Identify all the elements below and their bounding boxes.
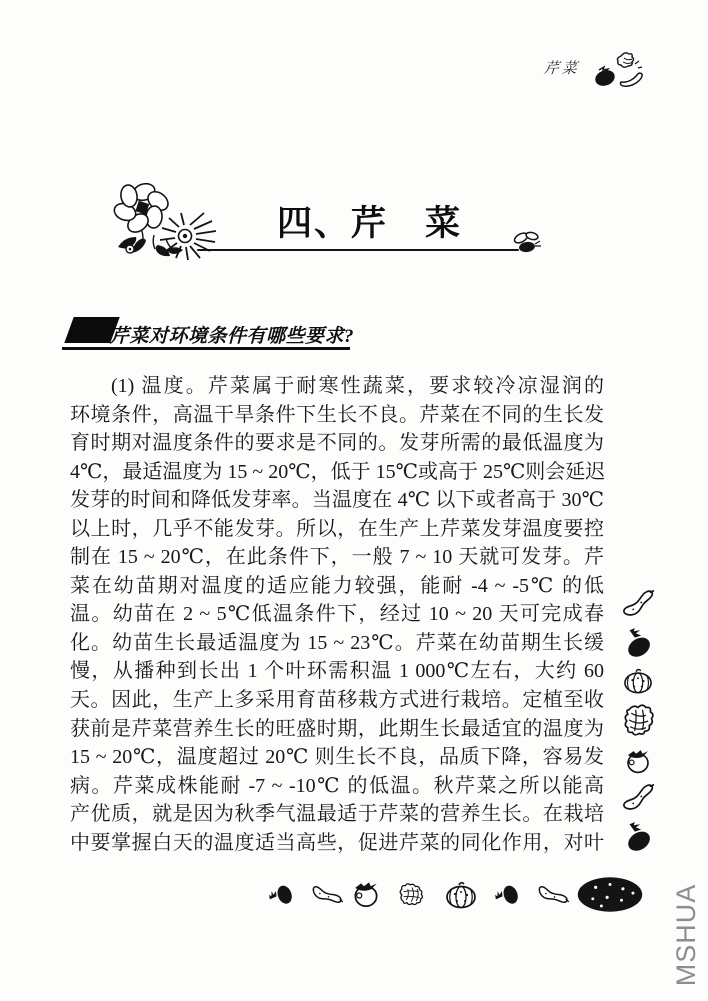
- right-margin-icon-column: [615, 587, 661, 856]
- pumpkin-icon: [440, 880, 482, 910]
- text-line: 温。幼苗在 2 ~ 5℃低温条件下，经过 10 ~ 20 天可完成春: [70, 603, 604, 626]
- text-line: 环境条件，高温干旱条件下生长不良。芹菜在不同的生长发: [70, 403, 604, 426]
- cucumber-icon: [620, 585, 656, 623]
- text-line: 产优质，就是因为秋季气温最适于芹菜的营养生长。在栽培: [70, 803, 604, 826]
- eggplant-icon: [265, 872, 300, 916]
- watermelon-icon: [574, 873, 646, 916]
- bottom-icon-row: [260, 873, 646, 916]
- pumpkin-icon: [618, 667, 658, 695]
- cabbage-icon: [620, 700, 656, 742]
- text-line: 中要掌握白天的温度适当高些，促进芹菜的同化作用，对叶: [70, 831, 604, 854]
- text-line: 慢，从播种到长出 1 个叶环需积温 1 000℃左右，大约 60: [70, 660, 604, 683]
- text-line: 化。幼苗生长最适温度为 15 ~ 23℃。芹菜在幼苗期生长缓: [70, 631, 604, 654]
- section-heading: 芹菜对环境条件有哪些要求?: [110, 326, 355, 347]
- text-line: 病。芹菜成株能耐 -7 ~ -10℃ 的低温。秋芹菜之所以能高: [70, 774, 604, 797]
- body-paragraph: [70, 372, 604, 857]
- text-line: (1) 温度。芹菜属于耐寒性蔬菜，要求较冷凉湿润的: [111, 375, 604, 397]
- text-line: 天。因此，生产上多采用育苗移栽方式进行栽培。定植至收: [70, 689, 604, 712]
- text-line: 4℃，最适温度为 15 ~ 20℃，低于 15℃或高于 25℃则会延迟: [70, 460, 606, 483]
- eggplant-icon: [621, 820, 655, 856]
- text-line: 以上时，几乎不能发芽。所以，在生产上芹菜发芽温度要控: [70, 517, 604, 540]
- text-line: 育时期对温度条件的要求是不同的。发芽所需的最低温度为: [70, 432, 604, 455]
- cabbage-icon: [399, 873, 426, 916]
- title-rule: [197, 249, 519, 251]
- text-line: 发芽的时间和降低发芽率。当温度在 4℃ 以下或者高于 30℃: [70, 489, 604, 512]
- eggplant-icon: [491, 872, 526, 916]
- cucumber-icon: [533, 873, 572, 916]
- tomato-icon: [621, 747, 655, 776]
- text-line: 制在 15 ~ 20℃，在此条件下，一般 7 ~ 10 天就可发芽。芹: [70, 546, 604, 569]
- chapter-title: 四、芹 菜: [277, 204, 463, 243]
- text-line: 菜在幼苗期对温度的适应能力较强，能耐 -4 ~ -5℃ 的低: [70, 574, 604, 597]
- vegetable-cluster-icon: [591, 50, 643, 92]
- cucumber-icon: [307, 873, 346, 916]
- bee-icon: [511, 230, 543, 258]
- cucumber-icon: [620, 779, 656, 817]
- eggplant-icon: [621, 626, 655, 662]
- heading-underline: [62, 347, 350, 350]
- text-line: 获前是芹菜营养生长的旺盛时期，此期生长最适宜的温度为: [70, 717, 604, 740]
- running-header-label: 芹菜: [543, 61, 581, 77]
- tomato-icon: [348, 879, 384, 910]
- text-line: 15 ~ 20℃，温度超过 20℃ 则生长不良，品质下降，容易发: [70, 746, 604, 769]
- watermark-text: MSHUA: [671, 883, 701, 987]
